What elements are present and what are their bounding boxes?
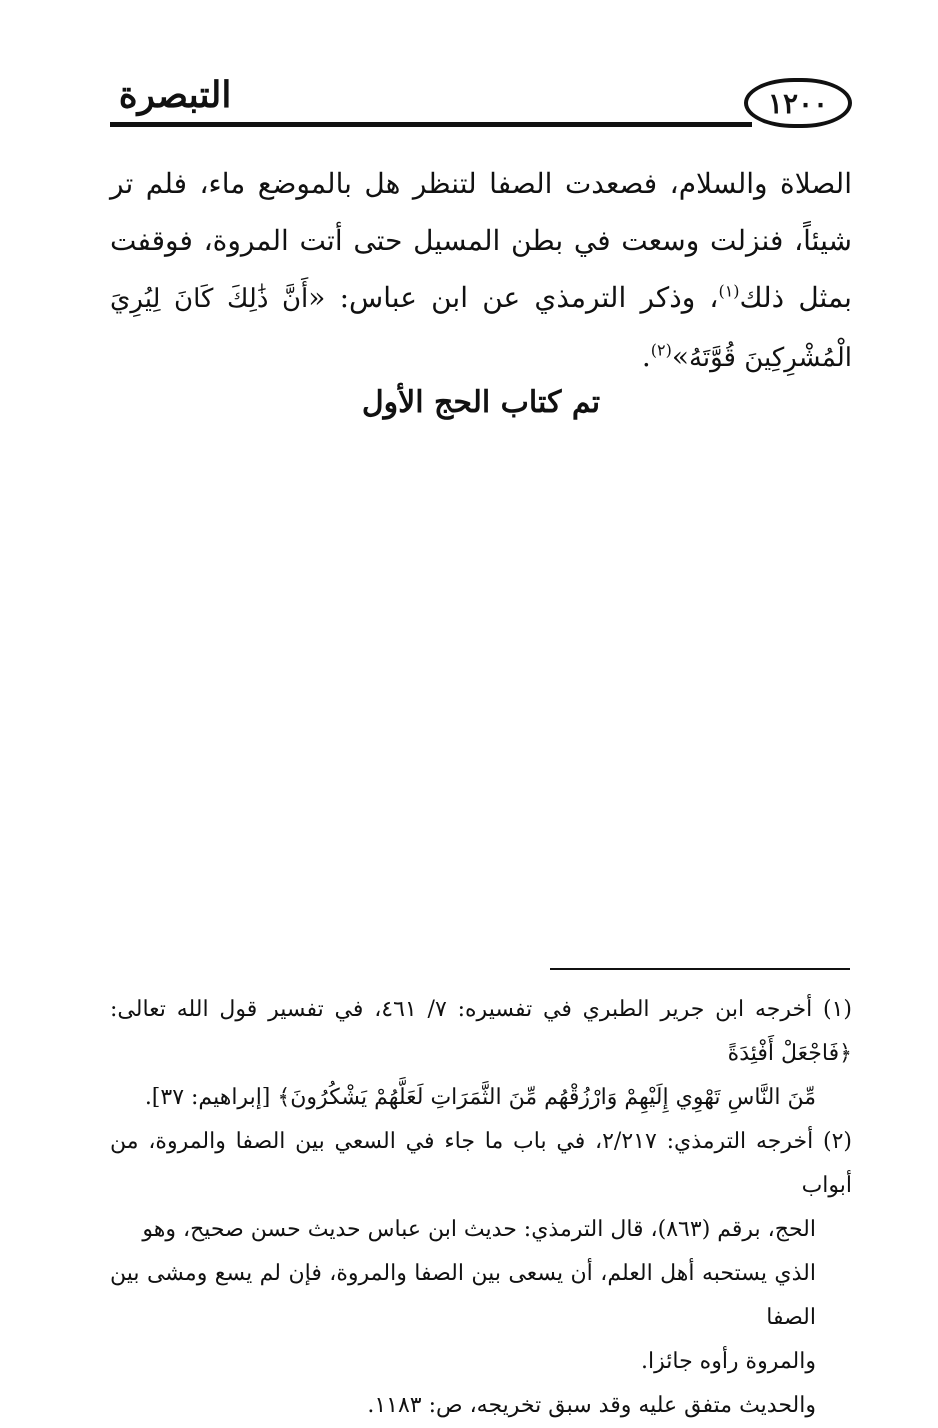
footnote-2-line-4: والمروة رأوه جائزا. <box>641 1349 816 1374</box>
footnote-2-line-5: والحديث متفق عليه وقد سبق تخريجه، ص: ١١٨٣. <box>367 1393 816 1418</box>
main-text <box>110 155 852 387</box>
quote-close: » <box>671 340 689 373</box>
paragraph-end: . <box>641 340 651 373</box>
footnote-1-line-1: (١) أخرجه ابن جرير الطبري في تفسيره: ٧/ ٤٦١، في تفسير قول الله تعالى: ﴿فَاجْعَلْ أَفْئِدَةً <box>110 997 852 1066</box>
footnote-1-line-2: مِّنَ النَّاسِ تَهْوِي إِلَيْهِمْ وَارْزُقْهُم مِّنَ الثَّمَرَاتِ لَعَلَّهُمْ يَشْكُرُونَ﴾ [إبراهيم: ٣٧]. <box>144 1085 816 1110</box>
footnote-2-line-2: الحج، برقم (٨٦٣)، قال الترمذي: حديث ابن عباس حديث حسن صحيح، وهو <box>142 1217 816 1242</box>
main-paragraph <box>110 155 852 387</box>
page-header <box>110 70 852 134</box>
footnote-2-line-1: (٢) أخرجه الترمذي: ٢/٢١٧، في باب ما جاء في السعي بين الصفا والمروة، من أبواب <box>110 1129 852 1198</box>
footnote-ref-1[interactable]: (١) <box>718 281 740 301</box>
footnote-2-line-3: الذي يستحبه أهل العلم، أن يسعى بين الصفا والمروة، فإن لم يسع ومشى بين الصفا <box>110 1261 816 1330</box>
page-number: ١٢٠٠ <box>744 78 852 128</box>
quran-quote: أَنَّ ذَٰلِكَ كَانَ لِيُرِيَ الْمُشْرِكِينَ قُوَّتَهُ <box>110 284 852 373</box>
paragraph-text: الصلاة والسلام، فصعدت الصفا لتنظر هل بالموضع ماء، فلم تر شيئاً، فنزلت وسعت في بطن المسيل حتى أتت المروة، فوقفت بمثل ذلك <box>110 167 853 314</box>
section-end-heading: تم كتاب الحج الأول <box>361 385 601 420</box>
footnotes <box>110 988 852 1428</box>
paragraph-continuation: ، وذكر الترمذي عن ابن عباس: « <box>308 281 719 314</box>
running-title: التبصرة <box>118 74 232 116</box>
footnote-ref-2[interactable]: (٢) <box>650 340 672 360</box>
footnote-separator <box>550 968 850 970</box>
header-rule <box>110 122 752 127</box>
